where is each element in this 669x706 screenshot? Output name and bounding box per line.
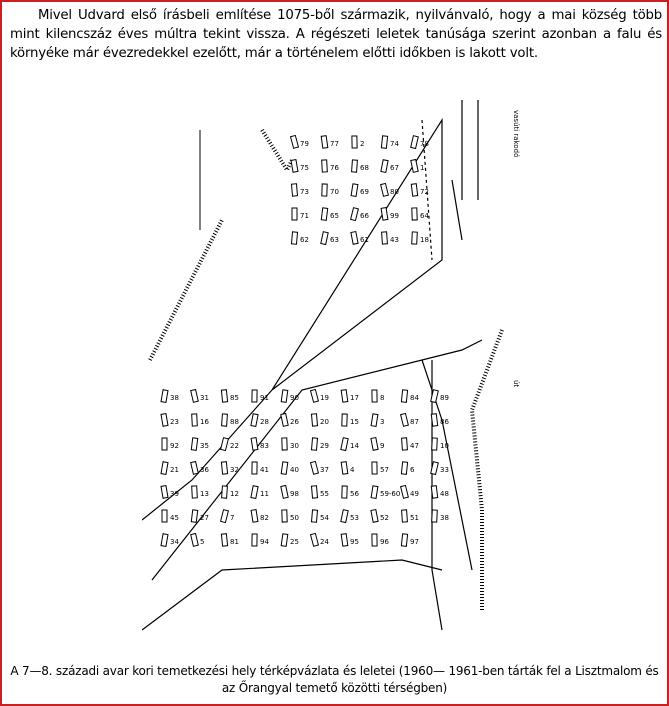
- grave-marker: [352, 160, 358, 172]
- grave-number: 20: [320, 418, 329, 426]
- grave-marker: [411, 184, 417, 197]
- grave-marker: [191, 389, 199, 402]
- grave-number: 82: [260, 514, 269, 522]
- grave-marker: [321, 136, 328, 149]
- grave-number: 97: [410, 538, 419, 546]
- grave-marker: [381, 183, 389, 196]
- grave-number: 66: [360, 212, 369, 220]
- site-boundary-line: [142, 390, 272, 520]
- grave-marker: [311, 486, 317, 498]
- lower-site-boundary: [142, 560, 442, 630]
- grave-number: 90: [290, 394, 299, 402]
- grave-number: 6: [410, 466, 415, 474]
- grave-marker: [381, 208, 388, 221]
- grave-number: 84: [410, 394, 419, 402]
- grave-number: 45: [170, 514, 179, 522]
- grave-marker: [311, 510, 317, 522]
- grave-marker: [161, 414, 168, 427]
- grave-marker: [161, 390, 168, 403]
- grave-marker: [381, 160, 388, 173]
- grave-number: 12: [230, 490, 239, 498]
- grave-marker: [252, 390, 257, 402]
- grave-number: 77: [330, 140, 339, 148]
- grave-numbers-group: [170, 140, 449, 546]
- grave-number: 43: [390, 236, 399, 244]
- grave-marker: [192, 486, 198, 498]
- grave-marker: [291, 184, 297, 196]
- grave-number: 38: [170, 394, 179, 402]
- grave-number: 10: [440, 442, 449, 450]
- grave-marker: [281, 534, 288, 547]
- grave-marker: [281, 462, 288, 475]
- grave-number: 1: [420, 164, 425, 172]
- grave-number: 63: [330, 236, 339, 244]
- grave-number: 23: [170, 418, 179, 426]
- grave-marker: [401, 390, 407, 402]
- grave-number: 2: [360, 140, 365, 148]
- grave-marker: [251, 510, 258, 523]
- grave-number: 62: [300, 236, 309, 244]
- grave-number: 7: [230, 514, 235, 522]
- grave-number: 78: [420, 140, 429, 148]
- grave-marker: [311, 533, 319, 546]
- grave-marker: [221, 438, 229, 451]
- grave-number: 16: [200, 418, 209, 426]
- grave-marker: [432, 438, 438, 450]
- grave-marker: [321, 232, 328, 245]
- grave-number: 26: [290, 418, 299, 426]
- grave-number: 72: [420, 188, 429, 196]
- grave-marker: [161, 486, 168, 499]
- grave-marker: [401, 413, 409, 426]
- grave-marker: [402, 438, 408, 450]
- grave-marker: [192, 414, 198, 426]
- grave-marker: [222, 414, 228, 426]
- grave-number: 3: [380, 418, 385, 426]
- grave-marker: [281, 414, 288, 427]
- grave-marker: [222, 486, 228, 498]
- grave-number: 98: [290, 490, 299, 498]
- grave-number: 75: [300, 164, 309, 172]
- grave-marker: [161, 462, 168, 475]
- grave-number: 55: [320, 490, 329, 498]
- grave-number: 51: [410, 514, 419, 522]
- grave-number: 89: [440, 394, 449, 402]
- map-side-label: vasúti rakodó: [512, 110, 520, 158]
- grave-number: 30: [290, 442, 299, 450]
- grave-marker: [291, 160, 298, 173]
- grave-number: 53: [350, 514, 359, 522]
- grave-marker: [321, 208, 327, 221]
- grave-number: 99: [390, 212, 399, 220]
- grave-number: 34: [170, 538, 179, 546]
- grave-marker: [221, 390, 227, 402]
- grave-number: 86: [440, 418, 449, 426]
- grave-number: 9: [380, 442, 385, 450]
- grave-marker: [311, 389, 319, 402]
- embankment-hatching: [150, 220, 222, 360]
- grave-marker: [162, 510, 167, 522]
- grave-marker: [251, 414, 258, 427]
- grave-marker: [341, 534, 348, 547]
- grave-number: 4: [350, 466, 355, 474]
- grave-marker: [412, 208, 417, 220]
- grave-marker: [322, 160, 328, 172]
- grave-marker: [372, 534, 377, 546]
- grave-number: 5: [200, 538, 205, 546]
- grave-marker: [191, 438, 197, 451]
- grave-number: 92: [170, 442, 179, 450]
- grave-marker: [371, 414, 378, 427]
- grave-marker: [221, 534, 227, 546]
- grave-number: 59-60: [380, 490, 401, 498]
- grave-marker: [291, 135, 299, 148]
- grave-marker: [291, 232, 297, 244]
- map-side-label: út: [512, 380, 520, 388]
- grave-marker: [381, 136, 387, 148]
- grave-number: 96: [380, 538, 389, 546]
- grave-number: 91: [260, 394, 269, 402]
- grave-number: 87: [410, 418, 419, 426]
- grave-marker: [221, 510, 229, 523]
- grave-number: 13: [200, 490, 209, 498]
- grave-number: 31: [200, 394, 209, 402]
- grave-number: 80: [390, 188, 399, 196]
- railway-siding-lines: [452, 100, 478, 240]
- grave-marker: [351, 232, 358, 245]
- grave-marker: [342, 414, 347, 426]
- grave-number: 36: [200, 466, 209, 474]
- grave-number: 40: [290, 466, 299, 474]
- grave-marker: [251, 486, 258, 499]
- grave-number: 56: [350, 490, 359, 498]
- grave-number: 21: [170, 466, 179, 474]
- grave-number: 70: [330, 188, 339, 196]
- grave-number: 68: [360, 164, 369, 172]
- figure-caption: A 7—8. századi avar kori temetkezési hely térképvázlata és leletei (1960— 1961-ben tárták fel a Lisztmalom és az Őrangyal temető közötti térségben): [10, 664, 659, 695]
- grave-marker: [431, 486, 437, 499]
- grave-number: 19: [320, 394, 329, 402]
- grave-marker: [311, 461, 319, 474]
- grave-number: 85: [230, 394, 239, 402]
- grave-number: 71: [300, 212, 309, 220]
- grave-number: 41: [260, 466, 269, 474]
- grave-number: 24: [320, 538, 329, 546]
- grave-marker: [161, 534, 168, 547]
- grave-number: 57: [380, 466, 389, 474]
- grave-number: 65: [330, 212, 339, 220]
- grave-marker: [281, 390, 288, 403]
- grave-number: 17: [350, 394, 359, 402]
- grave-number: 81: [230, 538, 239, 546]
- grave-marker: [411, 136, 419, 149]
- grave-number: 52: [380, 514, 389, 522]
- grave-number: 39: [170, 490, 179, 498]
- grave-marker: [342, 486, 347, 498]
- grave-number: 14: [350, 442, 359, 450]
- grave-marker: [432, 510, 438, 522]
- grave-marker: [191, 533, 199, 546]
- embankment-hatching: [262, 130, 292, 170]
- grave-marker: [281, 486, 288, 499]
- grave-marker: [401, 485, 409, 498]
- grave-marker: [311, 438, 317, 450]
- grave-marker: [282, 438, 287, 450]
- embankment-hatching: [472, 330, 502, 610]
- grave-number: 88: [230, 418, 239, 426]
- grave-number: 22: [230, 442, 239, 450]
- intro-paragraph: Mivel Udvard első írásbeli említése 1075-ből származik, nyilvánvaló, hogy a mai község több mint kilencszáz éves múltra tekint vissza. A régészeti leletek tanúsága szerint azonban a falu és környéke már évezredekkel ezelőtt, már a történelem előtti időkben is lakott volt.: [10, 8, 662, 61]
- grave-number: 27: [200, 514, 209, 522]
- grave-marker: [162, 438, 167, 450]
- grave-number: 32: [230, 466, 239, 474]
- grave-number: 83: [260, 442, 269, 450]
- grave-number: 69: [360, 188, 369, 196]
- grave-marker: [341, 438, 348, 451]
- road-edge-line: [422, 360, 472, 570]
- grave-marker: [402, 510, 408, 522]
- grave-number: 47: [410, 442, 419, 450]
- grave-marker: [372, 390, 377, 402]
- grave-number: 15: [350, 418, 359, 426]
- grave-marker: [191, 510, 197, 523]
- grave-marker: [351, 184, 358, 197]
- grave-markers-group: [161, 135, 438, 546]
- grave-marker: [352, 136, 357, 148]
- grave-number: 8: [380, 394, 385, 402]
- grave-number: 37: [320, 466, 329, 474]
- grave-marker: [191, 461, 199, 474]
- grave-number: 33: [440, 466, 449, 474]
- grave-marker: [371, 510, 378, 523]
- grave-marker: [251, 438, 258, 451]
- grave-number: 76: [330, 164, 339, 172]
- grave-marker: [372, 462, 377, 474]
- grave-number: 25: [290, 538, 299, 546]
- grave-marker: [311, 414, 317, 426]
- grave-marker: [351, 208, 359, 221]
- grave-number: 54: [320, 514, 329, 522]
- grave-number: 64: [420, 212, 429, 220]
- grave-number: 29: [320, 442, 329, 450]
- grave-marker: [221, 462, 227, 474]
- grave-marker: [341, 462, 348, 475]
- grave-marker: [371, 486, 378, 499]
- grave-number: 48: [440, 490, 449, 498]
- grave-marker: [401, 462, 407, 474]
- grave-number: 61: [360, 236, 369, 244]
- grave-number: 74: [390, 140, 399, 148]
- grave-marker: [401, 534, 407, 546]
- grave-number: 49: [410, 490, 419, 498]
- grave-marker: [252, 462, 257, 474]
- grave-number: 95: [350, 538, 359, 546]
- grave-marker: [411, 160, 418, 173]
- grave-marker: [412, 232, 418, 244]
- grave-marker: [341, 510, 348, 523]
- grave-marker: [322, 184, 327, 196]
- grave-number: 94: [260, 538, 269, 546]
- grave-number: 35: [200, 442, 209, 450]
- grave-number: 18: [420, 236, 429, 244]
- grave-number: 28: [260, 418, 269, 426]
- grave-number: 67: [390, 164, 399, 172]
- grave-marker: [341, 390, 348, 403]
- grave-marker: [431, 414, 437, 427]
- grave-number: 38: [440, 514, 449, 522]
- grave-marker: [292, 208, 297, 220]
- grave-marker: [371, 438, 378, 451]
- grave-number: 50: [290, 514, 299, 522]
- grave-marker: [382, 232, 388, 244]
- grave-number: 79: [300, 140, 309, 148]
- grave-number: 73: [300, 188, 309, 196]
- grave-marker: [252, 534, 257, 546]
- cemetery-site-map: [142, 90, 542, 650]
- grave-marker: [282, 510, 287, 522]
- grave-number: 11: [260, 490, 269, 498]
